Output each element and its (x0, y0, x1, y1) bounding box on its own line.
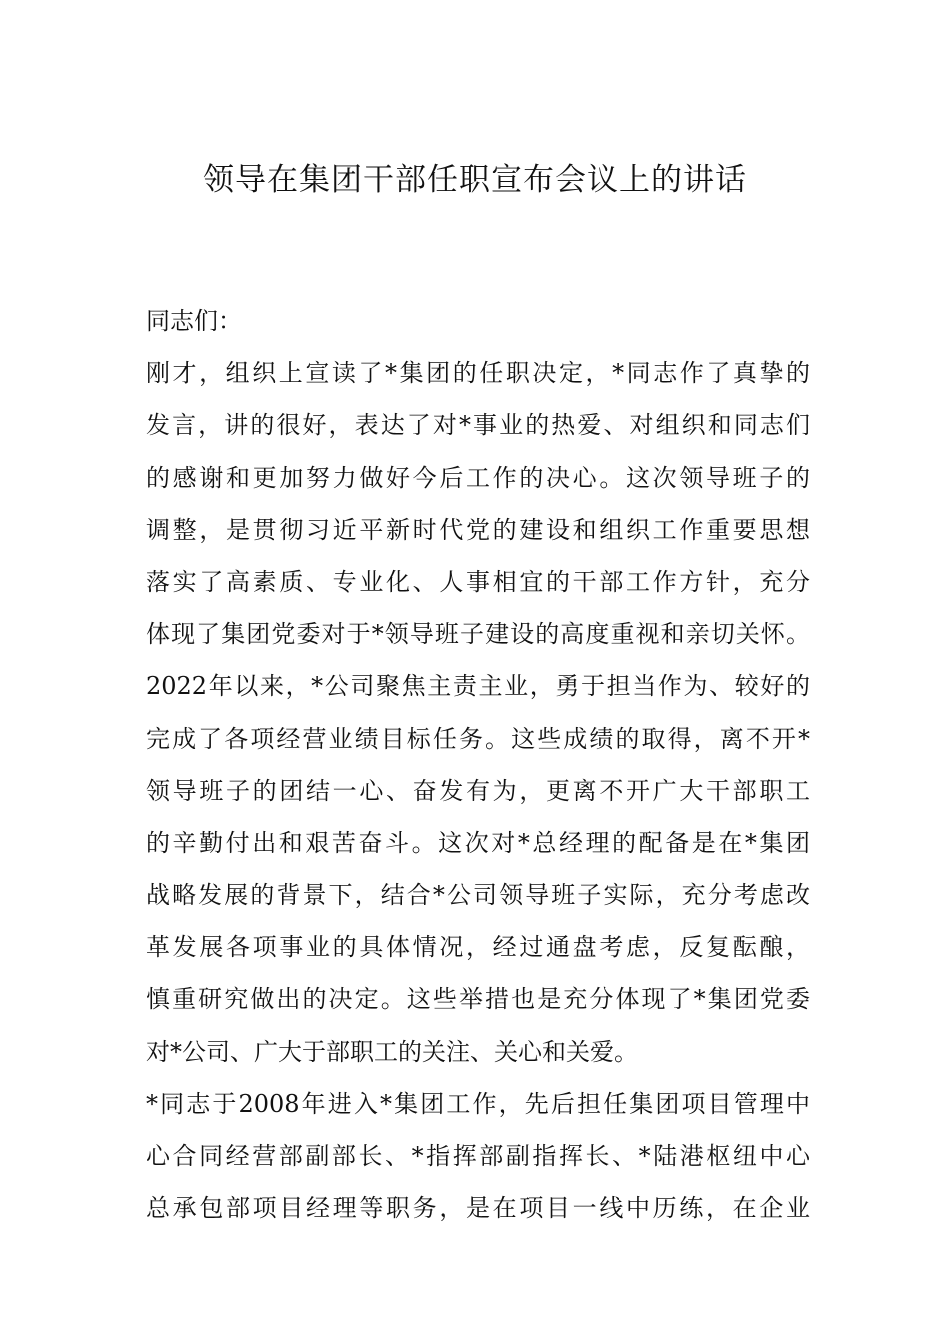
body-line: *同志于2008年进入*集团工作，先后担任集团项目管理中 (146, 1089, 810, 1118)
body-line: 总承包部项目经理等职务，是在项目一线中历练，在企业 (146, 1194, 810, 1223)
body-line: 对*公司、广大于部职工的关注、关心和关爱。 (146, 1037, 638, 1066)
body-line: 发言，讲的很好，表达了对*事业的热爱、对组织和同志们 (146, 411, 810, 440)
body-line: 革发展各项事业的具体情况，经过通盘考虑，反复酝酿， (146, 933, 810, 962)
document-title: 领导在集团干部任职宣布会议上的讲话 (203, 162, 747, 198)
body-line: 刚才，组织上宣读了*集团的任职决定，*同志作了真挚的 (146, 359, 810, 388)
body-line: 2022年以来，*公司聚焦主责主业，勇于担当作为、较好的 (146, 672, 810, 701)
body-line: 慎重研究做出的决定。这些举措也是充分体现了*集团党委 (146, 985, 810, 1014)
body-line: 落实了高素质、专业化、人事相宜的干部工作方针，充分 (146, 567, 810, 596)
document-body (146, 295, 810, 1234)
body-line: 心合同经营部副部长、*指挥部副指挥长、*陆港枢纽中心 (146, 1142, 810, 1170)
salutation-line: 同志们： (146, 307, 242, 335)
body-line: 调整，是贯彻习近平新时代党的建设和组织工作重要思想 (146, 515, 810, 544)
body-line: 领导班子的团结一心、奋发有为，更离不开广大干部职工 (146, 776, 810, 805)
body-line: 的辛勤付出和艰苦奋斗。这次对*总经理的配备是在*集团 (146, 828, 810, 857)
body-line: 完成了各项经营业绩目标任务。这些成绩的取得，离不开* (146, 724, 810, 753)
body-line: 战略发展的背景下，结合*公司领导班子实际，充分考虑改 (146, 881, 810, 910)
body-line: 体现了集团党委对于*领导班子建设的高度重视和亲切关怀。 (146, 620, 810, 649)
body-line: 的感谢和更加努力做好今后工作的决心。这次领导班子的 (146, 463, 810, 492)
